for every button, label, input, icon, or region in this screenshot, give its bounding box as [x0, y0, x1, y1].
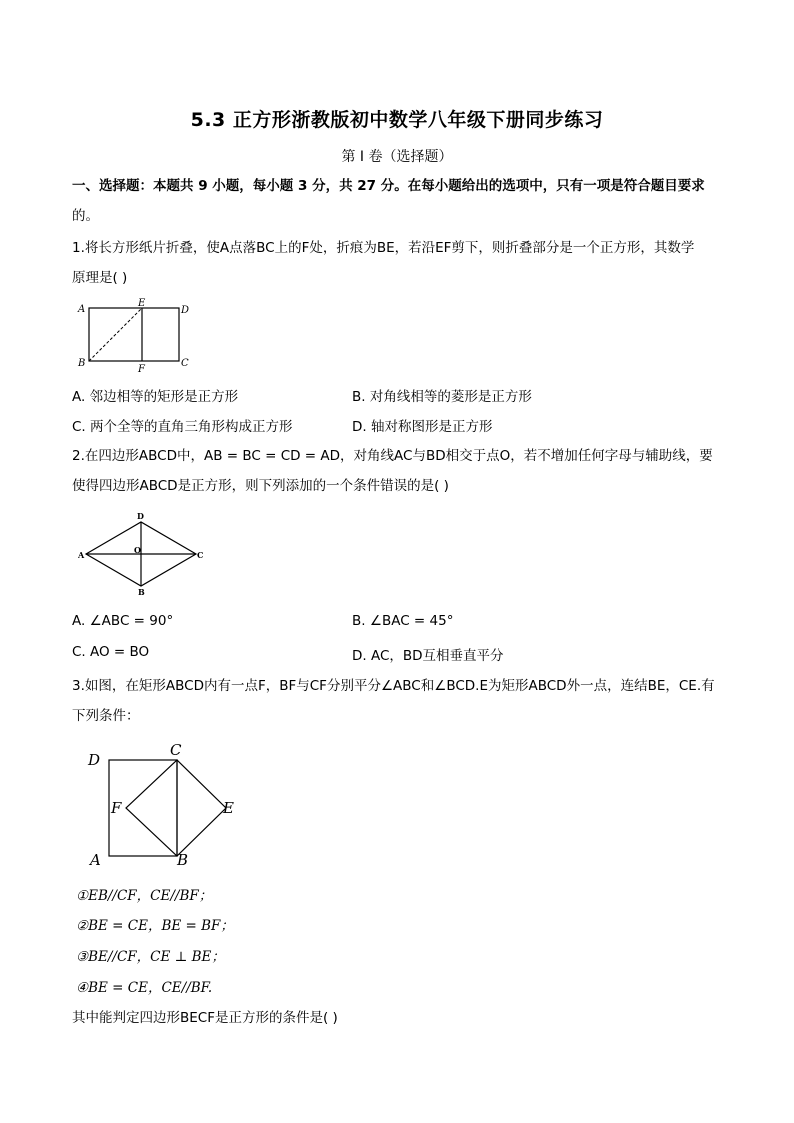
q1-option-b: B. 对角线相等的菱形是正方形 [352, 389, 532, 405]
q3-condition-1: ①EB//CF，CE//BF； [76, 888, 213, 904]
q2-stem-line2: 使得四边形ABCD是正方形，则下列添加的一个条件错误的是( ) [72, 478, 449, 494]
q1-label-d: D [181, 305, 190, 316]
q2-label-o: O [134, 545, 141, 555]
q1-label-c: C [181, 358, 189, 369]
q3-rectangle-square-figure [82, 738, 252, 870]
q3-stem-line2: 下列条件： [72, 708, 140, 724]
q1-label-f: F [138, 364, 145, 375]
q3-label-b: B [177, 851, 189, 869]
section-intro-line2: 的。 [72, 208, 99, 224]
q3-label-a: A [90, 851, 101, 869]
q1-stem-line2: 原理是( ) [72, 270, 128, 286]
q2-stem-line1: 2.在四边形ABCD中，AB = BC = CD = AD，对角线AC与BD相交于点O，若不增加任何字母与辅助线，要 [72, 448, 713, 464]
q3-condition-3: ③BE//CF，CE ⊥ BE； [76, 949, 225, 965]
q1-label-b: B [78, 358, 86, 369]
q3-stem-line1: 3.如图，在矩形ABCD内有一点F，BF与CF分别平分∠ABC和∠BCD.E为矩形ABCD外一点，连结BE，CE.有 [72, 678, 715, 694]
q2-label-b: B [138, 587, 145, 597]
q3-label-d: D [88, 751, 101, 769]
q1-label-e: E [138, 298, 146, 309]
q2-option-b: B. ∠BAC = 45° [352, 613, 454, 629]
q1-rectangle-figure [72, 296, 202, 376]
q1-option-c: C. 两个全等的直角三角形构成正方形 [72, 419, 293, 435]
q1-label-a: A [78, 304, 86, 315]
q2-option-d: D. AC，BD互相垂直平分 [352, 648, 504, 664]
q2-option-c: C. AO = BO [72, 644, 150, 660]
q3-label-c: C [170, 741, 182, 759]
q1-stem-line1: 1.将长方形纸片折叠，使A点落BC上的F处，折痕为BE，若沿EF剪下，则折叠部分是一个正方形，其数学 [72, 240, 695, 256]
q3-condition-2: ②BE = CE，BE = BF； [76, 918, 234, 934]
q2-label-d: D [137, 511, 144, 521]
q2-label-a: A [78, 550, 85, 560]
section-subtitle: 第 I 卷（选择题） [341, 149, 453, 165]
q3-condition-4: ④BE = CE，CE//BF. [76, 980, 213, 996]
q3-label-e: E [223, 799, 234, 817]
q2-label-c: C [197, 550, 204, 560]
q1-option-d: D. 轴对称图形是正方形 [352, 419, 493, 435]
q3-question-line: 其中能判定四边形BECF是正方形的条件是( ) [72, 1010, 338, 1026]
q3-label-f: F [111, 799, 122, 817]
page-title: 5.3 正方形浙教版初中数学八年级下册同步练习 [190, 109, 604, 131]
q2-rhombus-figure [78, 508, 213, 598]
q2-option-a: A. ∠ABC = 90° [72, 613, 174, 629]
q1-option-a: A. 邻边相等的矩形是正方形 [72, 389, 239, 405]
section-intro-line1: 一、选择题：本题共 9 小题，每小题 3 分，共 27 分。在每小题给出的选项中，只有一项是符合题目要求 [72, 178, 705, 194]
